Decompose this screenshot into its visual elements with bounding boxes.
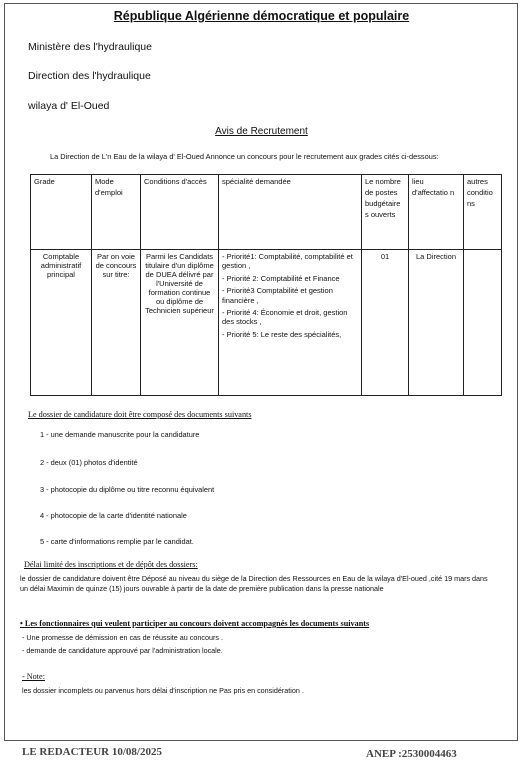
note-heading: - Note:	[22, 672, 45, 681]
specialite-item: - Priorité1: Comptabilité, comptabilité et gestion ,	[222, 252, 353, 271]
col-header-postes: Le nombre de postes budgétaire s ouverts	[362, 175, 409, 250]
document-item: 3 - photocopie du diplôme ou titre reconnu équivalent	[40, 485, 215, 494]
cell-mode: Par on voie de concours sur titre:	[92, 250, 141, 396]
specialite-item: - Priorité3 Comptabilité et gestion financière ,	[222, 286, 333, 305]
cell-specialites	[219, 250, 362, 396]
direction-line: Direction des l'hydraulique	[28, 70, 151, 82]
specialite-item: - Priorité 5: Le reste des spécialités,	[222, 329, 342, 339]
document-item: 1 - une demande manuscrite pour la candidature	[40, 430, 200, 439]
col-header-conditions: Conditions d'accès	[141, 175, 219, 250]
specialite-item: - Priorité 4: Économie et droit, gestion des stocks ,	[222, 307, 348, 327]
cell-postes: 01	[362, 250, 409, 396]
delai-heading: Délai limité des inscriptions et de dépôt des dossiers:	[24, 560, 198, 569]
fonctionnaires-heading: • Les fonctionnaires qui veulent participer au concours doivent accompagnés les documents suivants	[20, 619, 370, 628]
cell-autres	[464, 250, 502, 396]
delai-text: le dossier de candidature doivent être Déposé au niveau du siège de la Direction des Ressources en Eau de la wilaya d'El-oued ,cité 19 mars dans un délai Maximin de quinze (15) jours ouvrable à partir de la date de première publication dans la presse nationale	[20, 574, 488, 594]
col-header-mode: Mode d'emploi	[92, 175, 141, 250]
col-header-grade: Grade	[31, 175, 92, 250]
footer-redacteur: LE REDACTEUR 10/08/2025	[22, 746, 162, 758]
col-header-specialite: spécialité demandée	[219, 175, 362, 250]
cell-grade: Comptable administratif principal	[31, 250, 92, 396]
specialite-item: - Priorité 2: Comptabilité et Finance	[222, 273, 340, 283]
wilaya-line: wilaya d' El-Oued	[28, 100, 110, 112]
page-title: République Algérienne démocratique et populaire	[113, 9, 410, 23]
table-row	[31, 250, 502, 396]
intro-text: La Direction de L'n Eau de la wilaya d' El-Oued Annonce un concours pour le recrutement aux grades cités ci-dessous:	[50, 152, 439, 161]
ministry-line: Ministère des l'hydraulique	[28, 41, 152, 53]
table-header-row	[31, 175, 502, 250]
document-item: 2 - deux (01) photos d'identité	[40, 458, 138, 467]
fonctionnaire-doc: - demande de candidature approuvé par l'administration locale.	[22, 646, 223, 655]
recruitment-table	[30, 174, 502, 396]
note-text: les dossier incomplets ou parvenus hors délai d'inscription ne Pas pris en considération .	[22, 686, 304, 695]
footer-anep: ANEP :2530004463	[366, 748, 457, 760]
col-header-lieu: lieu d'affectatio n	[409, 175, 464, 250]
document-item: 4 - photocopie de la carte d'identité nationale	[40, 511, 187, 520]
notice-title: Avis de Recrutement	[215, 126, 308, 137]
cell-lieu: La Direction	[409, 250, 464, 396]
cell-conditions: Parmi les Candidats titulaire d'un diplôme de DUEA délivré par l'Université de formation continue ou diplôme de Technicien supérieur	[141, 250, 219, 396]
dossier-heading: Le dossier de candidature doit être composé des documents suivants	[28, 410, 252, 419]
fonctionnaire-doc: - Une promesse de démission en cas de réussite au concours .	[22, 633, 223, 642]
col-header-autres: autres conditio ns	[464, 175, 502, 250]
document-item: 5 - carte d'informations remplie par le candidat.	[40, 537, 194, 546]
